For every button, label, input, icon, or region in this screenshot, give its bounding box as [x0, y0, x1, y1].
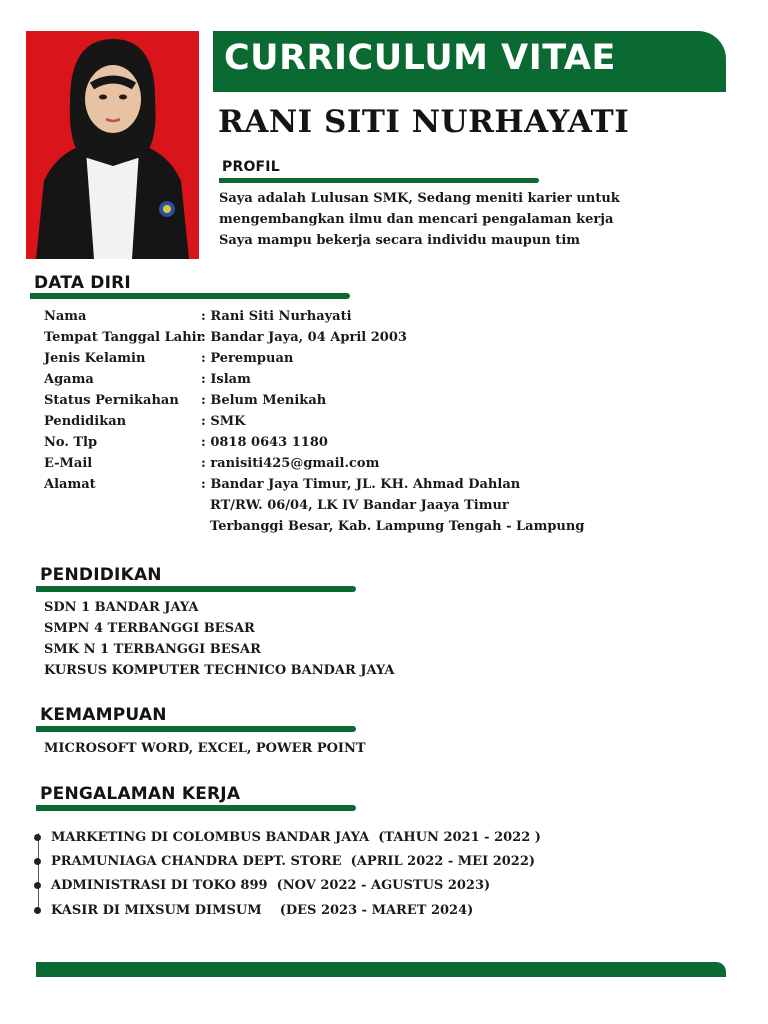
profile-text	[219, 188, 689, 251]
data-row	[44, 516, 584, 537]
experience-item	[34, 825, 541, 849]
bullet-dot-icon	[34, 858, 41, 865]
section-underline	[36, 805, 356, 811]
data-row	[44, 411, 584, 432]
data-row	[44, 306, 584, 327]
data-row	[44, 453, 584, 474]
list-item: KURSUS KOMPUTER TECHNICO BANDAR JAYA	[44, 663, 395, 678]
data-value: : SMK	[201, 414, 246, 429]
address-value: Terbanggi Besar, Kab. Lampung Tengah - Lampung	[201, 519, 585, 534]
experience-item	[34, 898, 473, 922]
section-heading-pendidikan: PENDIDIKAN	[40, 565, 162, 585]
section-underline	[219, 178, 539, 183]
data-label: E-Mail	[44, 456, 93, 471]
bullet-dot-icon	[34, 907, 41, 914]
list-item: SMK N 1 TERBANGGI BESAR	[44, 642, 261, 657]
data-value: : 0818 0643 1180	[201, 435, 328, 450]
data-label: Tempat Tanggal Lahir	[44, 330, 204, 345]
list-item: MICROSOFT WORD, EXCEL, POWER POINT	[44, 741, 366, 756]
skills-list	[44, 738, 366, 759]
data-row	[44, 348, 584, 369]
data-row	[44, 390, 584, 411]
data-label: Nama	[44, 309, 87, 324]
data-value: : Perempuan	[201, 351, 294, 366]
footer-bar	[36, 962, 726, 977]
profile-line: mengembangkan ilmu dan mencari pengalaman kerja	[219, 212, 614, 227]
data-value: : Islam	[201, 372, 251, 387]
data-label	[44, 516, 201, 537]
data-label: No. Tlp	[44, 435, 98, 450]
bullet-dot-icon	[34, 882, 41, 889]
personal-data-table	[44, 306, 584, 537]
bullet-dot-icon	[34, 834, 41, 841]
person-name: RANI SITI NURHAYATI	[218, 104, 630, 140]
list-item: SMPN 4 TERBANGGI BESAR	[44, 621, 255, 636]
address-value: RT/RW. 06/04, LK IV Bandar Jaaya Timur	[201, 498, 509, 513]
data-label: Status Pernikahan	[44, 393, 179, 408]
experience-text: ADMINISTRASI DI TOKO 899 (NOV 2022 - AGUSTUS 2023)	[51, 877, 491, 893]
experience-item	[34, 873, 490, 897]
data-row	[44, 369, 584, 390]
data-label	[44, 495, 201, 516]
experience-text: MARKETING DI COLOMBUS BANDAR JAYA (TAHUN 2021 - 2022 )	[51, 829, 541, 845]
profile-photo	[26, 31, 199, 259]
profile-line: Saya mampu bekerja secara individu maupun tim	[219, 233, 581, 248]
data-row	[44, 495, 584, 516]
data-value: : Belum Menikah	[201, 393, 327, 408]
address-value: : Bandar Jaya Timur, JL. KH. Ahmad Dahlan	[201, 477, 521, 492]
data-row	[44, 474, 584, 495]
data-label: Alamat	[44, 477, 96, 492]
section-underline	[30, 293, 350, 299]
experience-item	[34, 849, 535, 873]
document-title: CURRICULUM VITAE	[224, 38, 616, 78]
list-item: SDN 1 BANDAR JAYA	[44, 600, 199, 615]
section-underline	[36, 586, 356, 592]
data-label: Pendidikan	[44, 414, 127, 429]
data-value: : Rani Siti Nurhayati	[201, 309, 352, 324]
person-portrait-icon	[26, 31, 199, 259]
data-label: Jenis Kelamin	[44, 351, 146, 366]
experience-text: PRAMUNIAGA CHANDRA DEPT. STORE (APRIL 2022 - MEI 2022)	[51, 853, 536, 869]
section-heading-pengalaman: PENGALAMAN KERJA	[40, 784, 241, 804]
section-underline	[36, 726, 356, 732]
section-heading-kemampuan: KEMAMPUAN	[40, 705, 167, 725]
data-value: : Bandar Jaya, 04 April 2003	[201, 330, 407, 345]
section-heading-profil: PROFIL	[222, 159, 280, 175]
section-heading-data-diri: DATA DIRI	[34, 273, 131, 293]
data-row	[44, 327, 584, 348]
data-row	[44, 432, 584, 453]
email-value: : ranisiti425@gmail.com	[201, 456, 380, 471]
education-list	[44, 597, 394, 681]
profile-line: Saya adalah Lulusan SMK, Sedang meniti karier untuk	[219, 191, 620, 206]
experience-text: KASIR DI MIXSUM DIMSUM (DES 2023 - MARET 2024)	[51, 902, 474, 918]
data-label: Agama	[44, 372, 94, 387]
